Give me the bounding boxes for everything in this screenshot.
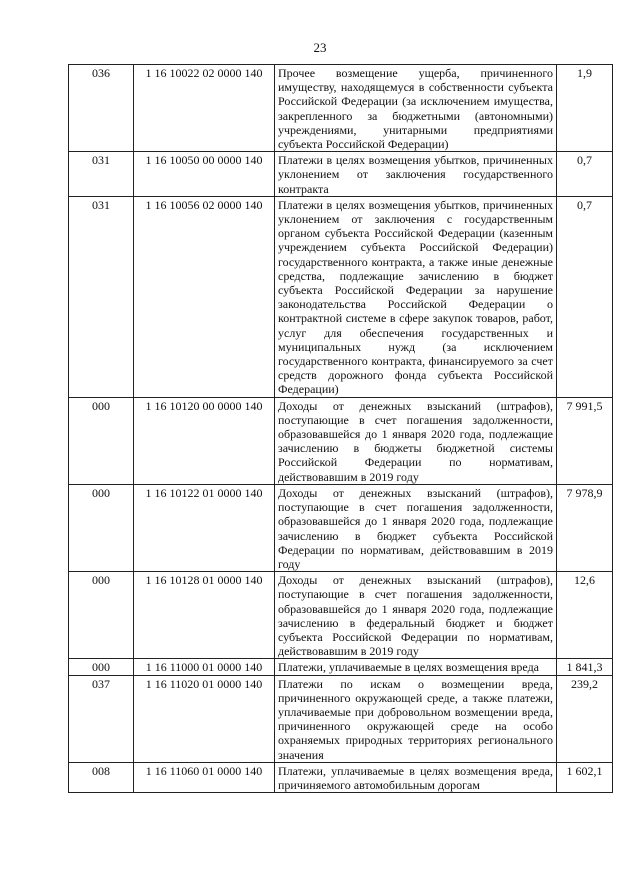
revenue-name-cell: Доходы от денежных взысканий (штрафов), поступающие в счет погашения задолженности, образовавшейся до 1 января 2020 года, подлежащие зачислению в бюджеты бюджетной системы Российской Федерации по нормативам, действовавшим в 2019 году (275, 397, 557, 484)
budget-code-cell: 1 16 11020 01 0000 140 (134, 675, 275, 762)
table-body (69, 65, 613, 793)
amount-cell: 0,7 (557, 196, 613, 397)
amount-cell: 12,6 (557, 572, 613, 659)
table-row (69, 675, 613, 762)
amount-cell: 7 991,5 (557, 397, 613, 484)
budget-code-cell: 1 16 10128 01 0000 140 (134, 572, 275, 659)
amount-cell: 1 841,3 (557, 659, 613, 675)
admin-code-cell: 000 (69, 484, 134, 571)
budget-code-cell: 1 16 10056 02 0000 140 (134, 196, 275, 397)
revenue-name-cell: Доходы от денежных взысканий (штрафов), поступающие в счет погашения задолженности, образовавшейся до 1 января 2020 года, подлежащие зачислению в бюджет субъекта Российской Федерации по нормативам, действовавшим в 2019 году (275, 484, 557, 571)
admin-code-cell: 036 (69, 65, 134, 152)
revenue-name-cell: Платежи по искам о возмещении вреда, причиненного окружающей среде, а также платежи, уплачиваемые при добровольном возмещении вреда, причиненного окружающей среде на особо охраняемых природных территориях регионального значения (275, 675, 557, 762)
budget-code-cell: 1 16 10120 00 0000 140 (134, 397, 275, 484)
amount-cell: 1,9 (557, 65, 613, 152)
admin-code-cell: 000 (69, 659, 134, 675)
amount-cell: 0,7 (557, 152, 613, 197)
admin-code-cell: 031 (69, 196, 134, 397)
admin-code-cell: 000 (69, 572, 134, 659)
budget-code-cell: 1 16 10022 02 0000 140 (134, 65, 275, 152)
revenue-name-cell: Платежи, уплачиваемые в целях возмещения вреда, причиняемого автомобильным дорогам (275, 762, 557, 792)
admin-code-cell: 037 (69, 675, 134, 762)
amount-cell: 239,2 (557, 675, 613, 762)
table-row (69, 484, 613, 571)
table-row (69, 572, 613, 659)
amount-cell: 7 978,9 (557, 484, 613, 571)
amount-cell: 1 602,1 (557, 762, 613, 792)
revenue-name-cell: Доходы от денежных взысканий (штрафов), поступающие в счет погашения задолженности, образовавшейся до 1 января 2020 года, подлежащие зачислению в федеральный бюджет и бюджет субъекта Российской Федерации по нормативам, действовавшим в 2019 году (275, 572, 557, 659)
page-number: 23 (313, 40, 327, 55)
admin-code-cell: 031 (69, 152, 134, 197)
table-row (69, 397, 613, 484)
table-row (69, 659, 613, 675)
budget-code-cell: 1 16 11060 01 0000 140 (134, 762, 275, 792)
revenue-name-cell: Платежи, уплачиваемые в целях возмещения вреда (275, 659, 557, 675)
admin-code-cell: 000 (69, 397, 134, 484)
budget-code-cell: 1 16 10122 01 0000 140 (134, 484, 275, 571)
table-row (69, 65, 613, 152)
revenue-name-cell: Платежи в целях возмещения убытков, причиненных уклонением от заключения государственного контракта (275, 152, 557, 197)
admin-code-cell: 008 (69, 762, 134, 792)
table-row (69, 196, 613, 397)
revenue-table (68, 64, 613, 793)
table-row (69, 152, 613, 197)
revenue-name-cell: Платежи в целях возмещения убытков, причиненных уклонением от заключения с государственным органом субъекта Российской Федерации (казенным учреждением субъекта Российской Федерации) государственного контракта, а также иные денежные средства, подлежащие зачислению в бюджет субъекта Российской Федерации за нарушение законодательства Российской Федерации о контрактной системе в сфере закупок товаров, работ, услуг для обеспечения государственных и муниципальных нужд (за исключением государственного контракта, финансируемого за счет средств дорожного фонда субъекта Российской Федерации) (275, 196, 557, 397)
budget-code-cell: 1 16 11000 01 0000 140 (134, 659, 275, 675)
budget-code-cell: 1 16 10050 00 0000 140 (134, 152, 275, 197)
table-row (69, 762, 613, 792)
revenue-name-cell: Прочее возмещение ущерба, причиненного имуществу, находящемуся в собственности субъекта Российской Федерации (за исключением имущества, закрепленного за бюджетными (автономными) учреждениями, унитарными предприятиями субъекта Российской Федерации) (275, 65, 557, 152)
